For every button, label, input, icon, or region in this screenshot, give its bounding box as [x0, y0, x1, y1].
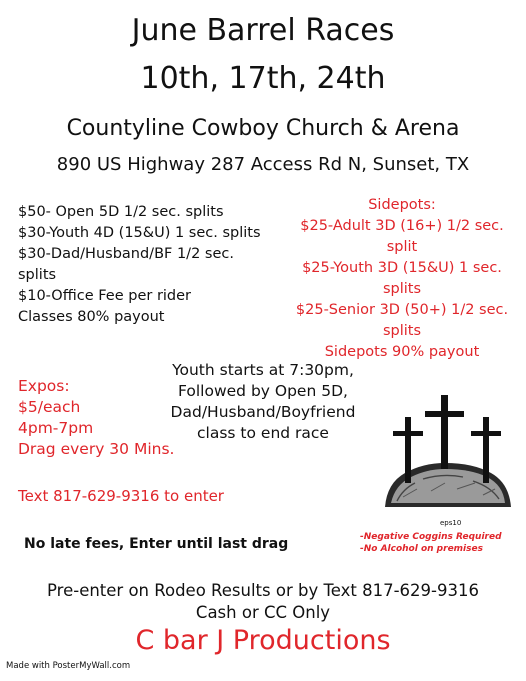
fee-line: $50- Open 5D 1/2 sec. splits: [18, 204, 224, 220]
sidepot-line: Sidepots 90% payout: [324, 344, 480, 360]
sidepot-line: Sidepots:: [368, 197, 436, 213]
sidepot-line: split: [386, 239, 418, 255]
fee-line: $10-Office Fee per rider: [18, 288, 192, 304]
brand-name: C bar J Productions: [135, 625, 391, 656]
rule-line: -No Alcohol on premises: [360, 544, 483, 554]
fee-line: $30-Youth 4D (15&U) 1 sec. splits: [18, 225, 261, 241]
venue-address: 890 US Highway 287 Access Rd N, Sunset, TX: [56, 154, 470, 175]
schedule-info: [148, 360, 378, 444]
event-title: June Barrel Races: [131, 13, 395, 48]
three-crosses-icon: [383, 393, 515, 515]
schedule-line: Youth starts at 7:30pm,: [172, 361, 354, 379]
sidepot-line: $25-Senior 3D (50+) 1/2 sec.: [295, 302, 509, 318]
pre-enter-info: Pre-enter on Rodeo Results or by Text 817-629-9316: [47, 581, 479, 600]
venue-name: Countyline Cowboy Church & Arena: [66, 116, 460, 141]
payment-info: Cash or CC Only: [195, 603, 331, 622]
rules-notes: [360, 531, 502, 555]
entry-fees: [18, 202, 288, 328]
schedule-line: Followed by Open 5D,: [178, 382, 348, 400]
rule-line: -Negative Coggins Required: [360, 532, 502, 542]
fee-line: $30-Dad/Husband/BF 1/2 sec.: [18, 246, 234, 262]
schedule-line: class to end race: [197, 424, 329, 442]
late-fees-note: No late fees, Enter until last drag: [24, 536, 289, 552]
expos-info: [18, 376, 174, 460]
schedule-line: Dad/Husband/Boyfriend: [170, 403, 356, 421]
sidepot-line: splits: [382, 323, 422, 339]
fee-line: Classes 80% payout: [18, 309, 165, 325]
expos-line: $5/each: [18, 398, 81, 416]
clipart-label: eps10: [440, 519, 462, 527]
text-to-enter: Text 817-629-9316 to enter: [18, 487, 224, 505]
fee-line: splits: [18, 267, 57, 283]
sidepot-line: splits: [382, 281, 422, 297]
expos-line: Expos:: [18, 377, 70, 395]
expos-line: Drag every 30 Mins.: [18, 440, 175, 458]
sidepots: [286, 195, 518, 363]
made-with-credit: Made with PosterMyWall.com: [6, 661, 131, 671]
event-dates: 10th, 17th, 24th: [140, 61, 386, 96]
expos-line: 4pm-7pm: [18, 419, 94, 437]
sidepot-line: $25-Youth 3D (15&U) 1 sec.: [302, 260, 502, 276]
sidepot-line: $25-Adult 3D (16+) 1/2 sec.: [300, 218, 504, 234]
